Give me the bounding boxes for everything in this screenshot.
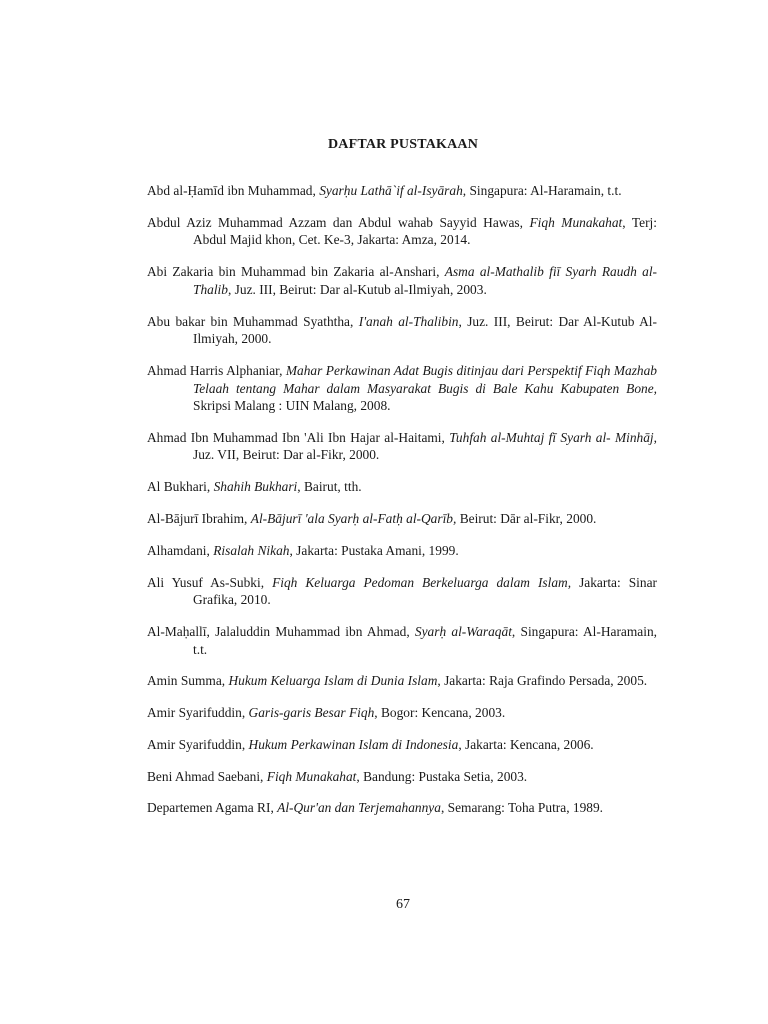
entry-author: Al Bukhari, [147, 479, 214, 495]
bibliography-entry [147, 214, 657, 249]
entry-title: Syarḥu Lathā`if al-Isyārah [319, 183, 463, 198]
bibliography-entry [147, 478, 657, 496]
entry-title: Al-Qur'an dan Terjemahannya [277, 800, 441, 816]
entry-author: Ali Yusuf As-Subki, [147, 574, 273, 590]
entry-author: Abdul Aziz Muhammad Azzam dan Abdul wahab Sayyid Hawas, [147, 214, 530, 230]
entry-publication: , Jakarta: Raja Grafindo Persada, 2005. [437, 673, 648, 689]
entry-publication: , Bandung: Pustaka Setia, 2003. [356, 768, 528, 784]
entry-author: Amir Syarifuddin, [147, 705, 249, 721]
bibliography-entry [147, 362, 657, 415]
entry-title: Shahih Bukhari [213, 479, 298, 495]
entry-title: Hukum Perkawinan Islam di Indonesia [248, 736, 459, 752]
entry-publication: , Bairut, tth. [297, 479, 362, 495]
entry-author: Abu bakar bin Muhammad Syaththa, [147, 313, 359, 329]
entry-author: Amin Summa, [147, 673, 229, 689]
bibliography-entry [147, 542, 657, 560]
entry-publication: Skripsi Malang : UIN Malang, 2008. [193, 398, 391, 414]
entry-title: Garis-garis Besar Fiqh [248, 705, 375, 721]
bibliography-entry [147, 182, 657, 200]
entry-author: Abi Zakaria bin Muhammad bin Zakaria al-Anshari, [147, 264, 445, 280]
entry-title: Syarḥ al-Waraqāt [414, 623, 512, 639]
page-number: 67 [396, 897, 410, 912]
entry-publication: Beirut: Dār al-Fikr, 2000. [456, 511, 597, 527]
entry-publication: , Bogor: Kencana, 2003. [374, 705, 506, 721]
entry-title: Hukum Keluarga Islam di Dunia Islam [228, 673, 438, 689]
bibliography-entry [147, 263, 657, 298]
entry-title: Asma al-Mathalib fiī Syarh Raudh al-Thalib [193, 264, 657, 297]
entry-author: Beni Ahmad Saebani, [147, 768, 267, 784]
entry-title: I'anah al-Thalibin [358, 313, 459, 329]
bibliography-entry [147, 704, 657, 722]
entry-author: Abd al-Ḥamīd ibn Muhammad, [147, 183, 320, 198]
entry-title: Fiqh Munakahat [529, 214, 623, 230]
entry-title: Fiqh Keluarga Pedoman Berkeluarga dalam Islam, [272, 574, 572, 590]
bibliography-entry [147, 672, 657, 690]
entry-author: Amir Syarifuddin, [147, 736, 249, 752]
bibliography-entry [147, 429, 657, 464]
entry-publication: , Semarang: Toha Putra, 1989. [440, 800, 604, 816]
entry-author: Alhamdani, [147, 542, 214, 558]
bibliography-list [147, 182, 657, 831]
entry-author: Al-Maḥallī, Jalaluddin Muhammad ibn Ahmad, [147, 623, 415, 639]
entry-title: Mahar Perkawinan Adat Bugis ditinjau dari Perspektif Fiqh Mazhab Telaah tentang Mahar dalam Masyarakat Bugis di Bale Kahu Kabupaten Bone, [193, 362, 657, 396]
entry-publication: , Jakarta: Pustaka Amani, 1999. [289, 542, 459, 558]
entry-author: Departemen Agama RI, [147, 800, 278, 816]
entry-publication: , Singapura: Al-Haramain, t.t. [193, 623, 658, 657]
entry-title: Al-Bājurī 'ala Syarḥ al-Fatḥ al-Qarīb, [250, 511, 457, 527]
entry-title: Risalah Nikah [213, 542, 290, 558]
entry-publication: , Juz. III, Beirut: Dar al-Kutub al-Ilmiyah, 2003. [227, 281, 487, 297]
bibliography-entry [147, 623, 657, 658]
entry-title: Tuhfah al-Muhtaj fī Syarh al- Minhāj [449, 429, 654, 445]
bibliography-entry [147, 736, 657, 754]
entry-publication: , Jakarta: Kencana, 2006. [458, 736, 594, 752]
bibliography-entry [147, 510, 657, 528]
entry-publication: , Terj: Abdul Majid khon, Cet. Ke-3, Jakarta: Amza, 2014. [193, 214, 657, 248]
entry-publication: Jakarta: Sinar Grafika, 2010. [193, 574, 657, 608]
bibliography-entry [147, 574, 657, 609]
entry-author: Ahmad Ibn Muhammad Ibn 'Ali Ibn Hajar al-Haitami, [147, 429, 450, 445]
entry-publication: , Singapura: Al-Haramain, t.t. [462, 183, 622, 198]
bibliography-entry [147, 768, 657, 786]
entry-publication: , Juz. VII, Beirut: Dar al-Fikr, 2000. [193, 429, 658, 463]
entry-author: Al-Bājurī Ibrahim, [147, 511, 251, 527]
entry-publication: , Juz. III, Beirut: Dar Al-Kutub Al-Ilmiyah, 2000. [193, 313, 657, 347]
bibliography-entry [147, 799, 657, 817]
entry-author: Ahmad Harris Alphaniar, [147, 362, 286, 378]
bibliography-entry [147, 313, 657, 348]
page-title: DAFTAR PUSTAKAAN [327, 137, 479, 152]
entry-title: Fiqh Munakahat [266, 768, 357, 784]
